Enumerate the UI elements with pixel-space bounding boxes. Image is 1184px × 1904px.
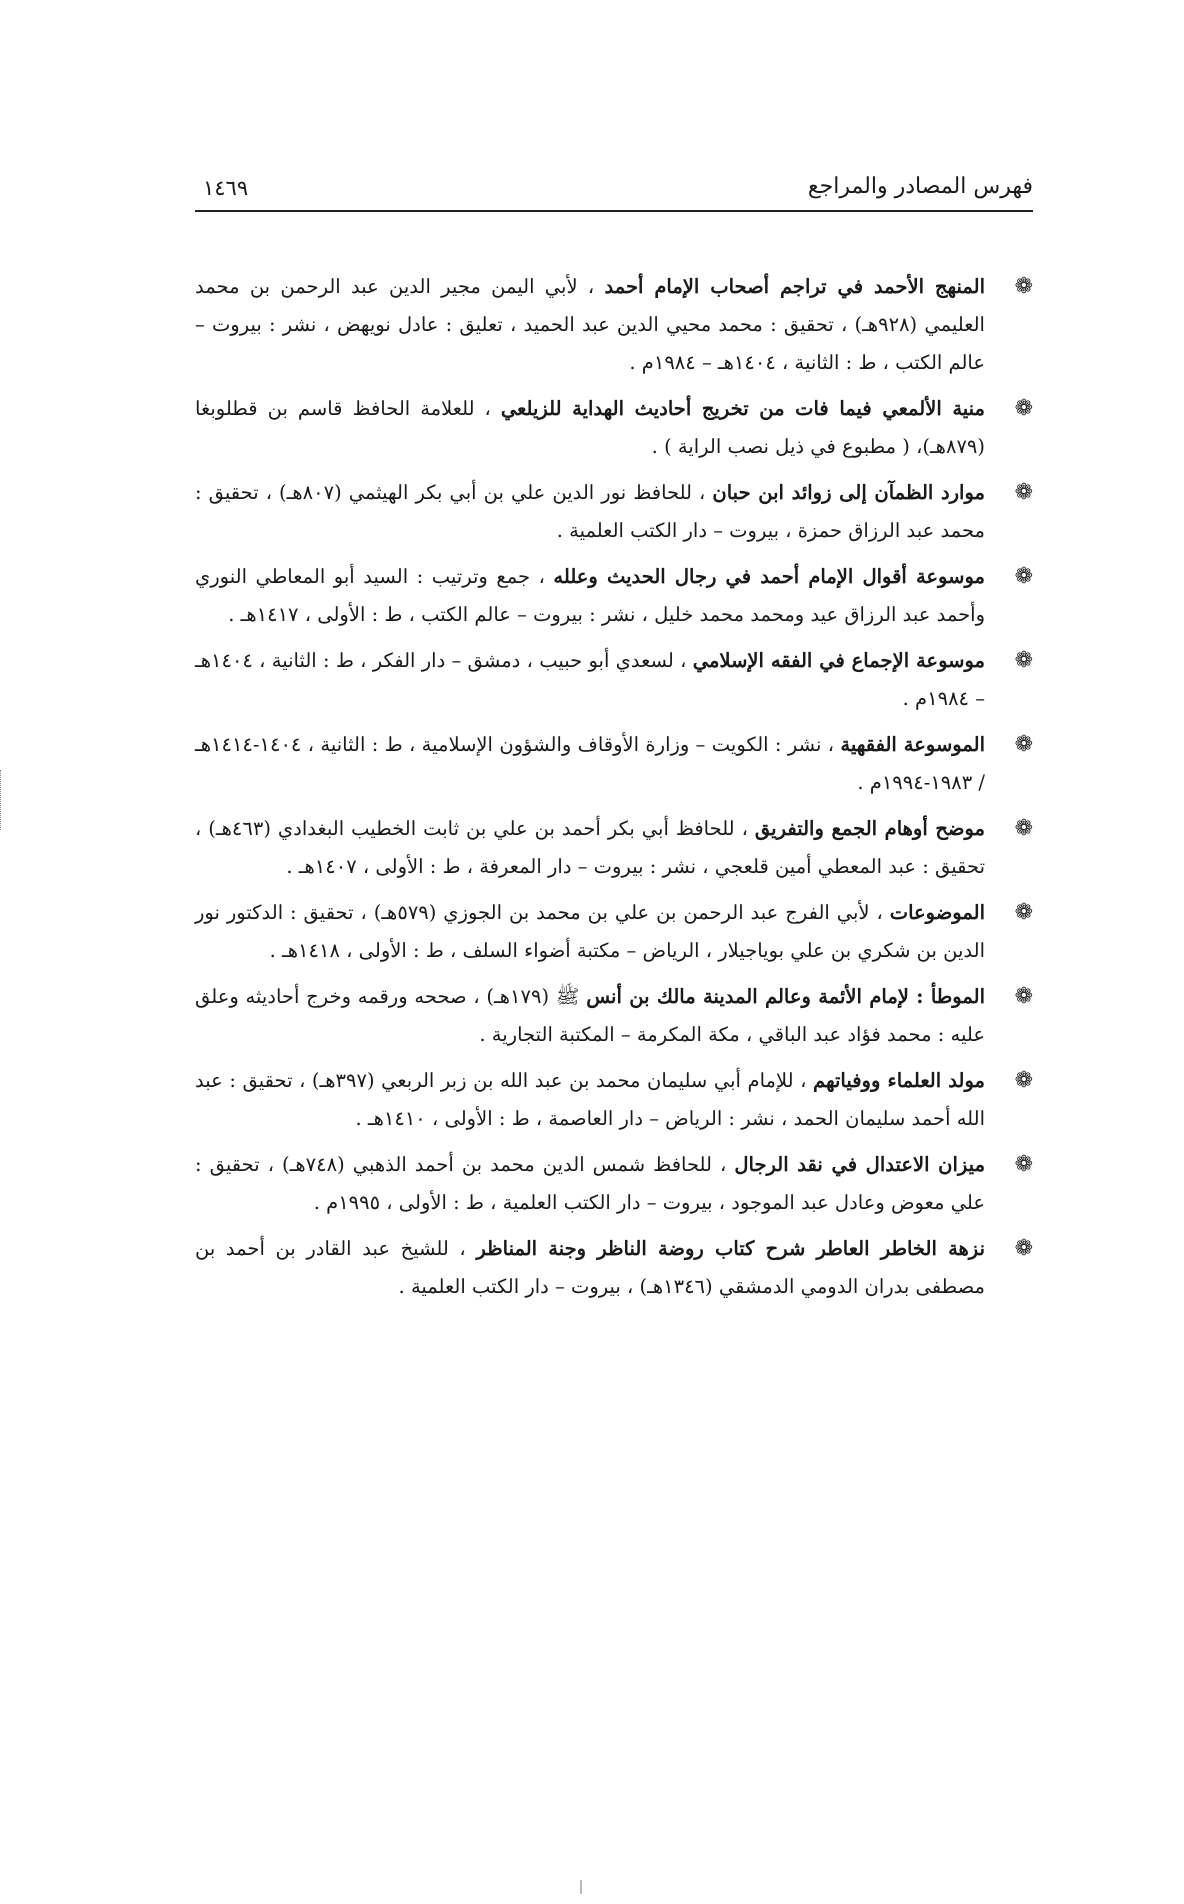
flower-bullet-icon: ❁ [1014, 564, 1033, 589]
bibliography-entry [195, 810, 1033, 886]
entry-details: ، للشيخ عبد القادر بن أحمد بن مصطفى بدران الدومي الدمشقي (١٣٤٦هـ) ، بيروت – دار الكتب العلمية . [195, 1237, 985, 1298]
entry-details: ، للحافظ أبي بكر أحمد بن علي بن ثابت الخطيب البغدادي (٤٦٣هـ) ، تحقيق : عبد المعطي أمين قلعجي ، نشر : بيروت – دار المعرفة ، ط : الأولى ، ١٤٠٧هـ . [195, 817, 985, 878]
entry-title: الموسوعة الفقهية [840, 733, 985, 756]
bibliography-entry [195, 558, 1033, 634]
flower-bullet-icon: ❁ [1014, 984, 1033, 1009]
entry-title: منية الألمعي فيما فات من تخريج أحاديث الهداية للزيلعي [500, 397, 985, 420]
entry-details: ، لأبي الفرج عبد الرحمن بن علي بن محمد بن الجوزي (٥٧٩هـ) ، تحقيق : الدكتور نور الدين بن شكري بن علي بوياجيلار ، الرياض – مكتبة أضواء السلف ، ط : الأولى ، ١٤١٨هـ . [195, 901, 985, 962]
flower-bullet-icon: ❁ [1014, 480, 1033, 505]
flower-bullet-icon: ❁ [1014, 732, 1033, 757]
flower-bullet-icon: ❁ [1014, 648, 1033, 673]
flower-bullet-icon: ❁ [1014, 900, 1033, 925]
entry-title: موسوعة الإجماع في الفقه الإسلامي [692, 649, 985, 672]
entry-title: موارد الظمآن إلى زوائد ابن حبان [712, 481, 985, 504]
entry-title: نزهة الخاطر العاطر شرح كتاب روضة الناظر وجنة المناظر [476, 1237, 985, 1260]
entry-details: ، نشر : الكويت – وزارة الأوقاف والشؤون الإسلامية ، ط : الثانية ، ١٤٠٤-١٤١٤هـ / ١٩٨٣-١٩٩٤م . [195, 733, 985, 794]
entry-details: ، للحافظ شمس الدين محمد بن أحمد الذهبي (٧٤٨هـ) ، تحقيق : علي معوض وعادل عبد الموجود ، بيروت – دار الكتب العلمية ، ط : الأولى ، ١٩٩٥م . [195, 1153, 985, 1214]
bibliography-entry [195, 1230, 1033, 1306]
entry-title: موضح أوهام الجمع والتفريق [754, 817, 985, 840]
bibliography-entry [195, 894, 1033, 970]
entry-details: ، لسعدي أبو حبيب ، دمشق – دار الفكر ، ط : الثانية ، ١٤٠٤هـ – ١٩٨٤م . [195, 649, 985, 710]
header-rule [195, 210, 1033, 212]
bibliography-entry [195, 642, 1033, 718]
bibliography-entry [195, 978, 1033, 1054]
bibliography-entry [195, 474, 1033, 550]
flower-bullet-icon: ❁ [1014, 396, 1033, 421]
scan-margin-mark [0, 770, 4, 830]
page-header [195, 170, 1033, 210]
bibliography-list [195, 268, 1033, 1314]
entry-title: موسوعة أقوال الإمام أحمد في رجال الحديث وعلله [553, 565, 985, 588]
bibliography-entry [195, 390, 1033, 466]
flower-bullet-icon: ❁ [1014, 274, 1033, 299]
bibliography-entry [195, 268, 1033, 382]
entry-details: ، جمع وترتيب : السيد أبو المعاطي النوري وأحمد عبد الرزاق عيد ومحمد محمد خليل ، نشر : بيروت – عالم الكتب ، ط : الأولى ، ١٤١٧هـ . [195, 565, 985, 626]
running-title: فهرس المصادر والمراجع [807, 174, 1033, 199]
entry-title: المنهج الأحمد في تراجم أصحاب الإمام أحمد [604, 275, 985, 298]
bibliography-entry [195, 726, 1033, 802]
bibliography-entry [195, 1146, 1033, 1222]
entry-title: مولد العلماء ووفياتهم [813, 1069, 985, 1092]
entry-details: ، لأبي اليمن مجير الدين عبد الرحمن بن محمد العليمي (٩٢٨هـ) ، تحقيق : محمد محيي الدين عبد الحميد ، تعليق : عادل نويهض ، نشر : بيروت – عالم الكتب ، ط : الثانية ، ١٤٠٤هـ – ١٩٨٤م . [195, 275, 985, 374]
flower-bullet-icon: ❁ [1014, 1236, 1033, 1261]
flower-bullet-icon: ❁ [1014, 1068, 1033, 1093]
flower-bullet-icon: ❁ [1014, 816, 1033, 841]
entry-title: الموطأ : لإمام الأئمة وعالم المدينة مالك بن أنس [586, 985, 985, 1008]
entry-details: ، للحافظ نور الدين علي بن أبي بكر الهيثمي (٨٠٧هـ) ، تحقيق : محمد عبد الرزاق حمزة ، بيروت – دار الكتب العلمية . [195, 481, 985, 542]
bibliography-entry [195, 1062, 1033, 1138]
entry-title: ميزان الاعتدال في نقد الرجال [734, 1153, 986, 1176]
entry-details: ، للإمام أبي سليمان محمد بن عبد الله بن زبر الربعي (٣٩٧هـ) ، تحقيق : عبد الله أحمد سليمان الحمد ، نشر : الرياض – دار العاصمة ، ط : الأولى ، ١٤١٠هـ . [195, 1069, 985, 1130]
entry-details: ﷺ (١٧٩هـ) ، صححه ورقمه وخرج أحاديثه وعلق عليه : محمد فؤاد عبد الباقي ، مكة المكرمة – المكتبة التجارية . [195, 985, 985, 1046]
scan-artifact [580, 1880, 582, 1894]
entry-details: ، للعلامة الحافظ قاسم بن قطلوبغا (٨٧٩هـ)، ( مطبوع في ذيل نصب الراية ) . [195, 397, 985, 458]
flower-bullet-icon: ❁ [1014, 1152, 1033, 1177]
entry-title: الموضوعات [889, 901, 985, 924]
page-number: ١٤٦٩ [203, 176, 249, 200]
